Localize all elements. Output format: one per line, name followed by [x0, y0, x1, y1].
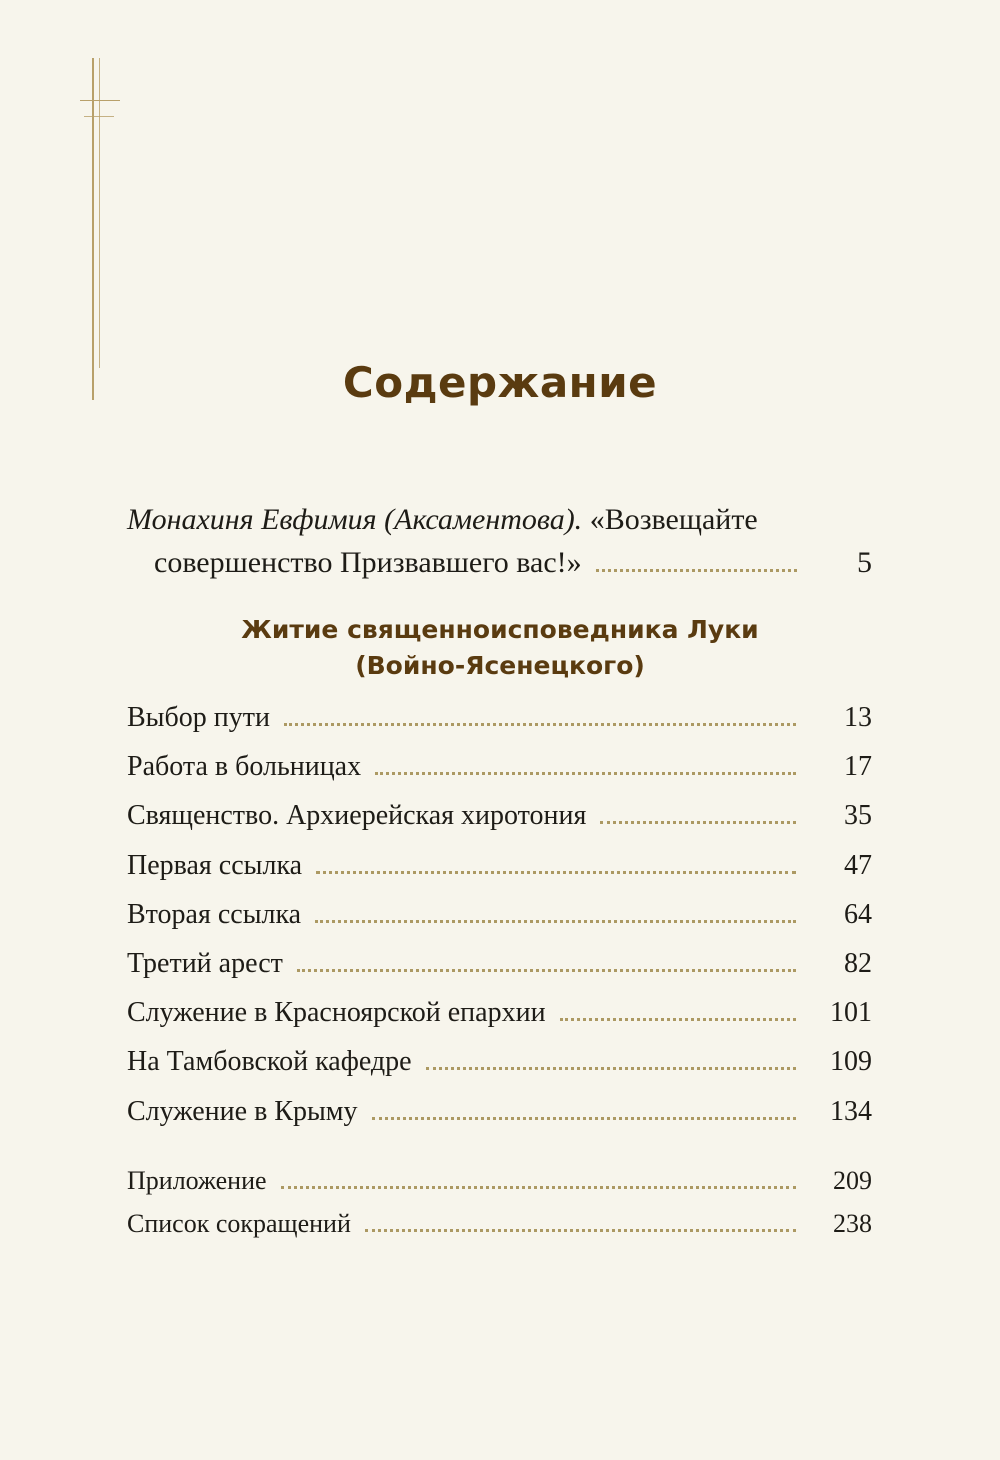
dot-leader [600, 821, 796, 824]
toc-entry[interactable] [127, 890, 872, 939]
page-title: Содержание [342, 358, 658, 407]
toc-entry-page-number: 13 [844, 702, 872, 733]
toc-entry-label: Третий арест [127, 948, 283, 980]
section-heading-line-1: Житие священноисповедника Луки [241, 615, 759, 644]
section-heading [0, 612, 1000, 684]
intro-line-1 [127, 498, 872, 541]
toc-entry-page-number: 209 [833, 1166, 872, 1195]
toc-entry-page-number: 82 [844, 948, 872, 980]
appendix-list [127, 1159, 872, 1245]
section-heading-line-2: (Войно-Ясенецкого) [355, 651, 645, 680]
dot-leader [596, 569, 797, 572]
dot-leader [365, 1229, 796, 1232]
toc-entry-label: Священство. Архиерейская хиротония [127, 800, 587, 832]
toc-entry[interactable] [127, 1202, 872, 1245]
toc-entry-label: На Тамбовской кафедре [127, 1046, 412, 1078]
dot-leader [315, 920, 796, 923]
toc-entry[interactable] [127, 1037, 872, 1086]
intro-author: Монахиня Евфимия (Аксаментова). [127, 503, 583, 536]
intro-page-number: 5 [857, 546, 872, 579]
toc-entry-page-number: 109 [830, 1046, 872, 1078]
toc-entry-label: Работа в больницах [127, 751, 362, 783]
toc-entry-page-number: 35 [844, 800, 872, 832]
toc-entry-page-number: 101 [830, 997, 872, 1029]
toc-entry-page-number: 47 [844, 849, 872, 881]
toc-entry-label: Приложение [127, 1166, 267, 1195]
ornament-line [84, 116, 114, 117]
toc-entry[interactable] [127, 693, 872, 742]
toc-entry[interactable] [127, 988, 872, 1037]
toc-entry-page-number: 238 [833, 1209, 872, 1238]
dot-leader [375, 772, 796, 775]
toc-entry-page-number: 134 [830, 1095, 872, 1127]
intro-title-start: «Возвещайте [589, 503, 758, 536]
toc-intro-entry[interactable] [127, 498, 872, 584]
dot-leader [372, 1117, 796, 1120]
dot-leader [297, 969, 796, 972]
toc-entry[interactable] [127, 841, 872, 890]
toc-entry-label: Список сокращений [127, 1209, 351, 1238]
ornament-line [92, 58, 94, 400]
intro-line-2 [127, 541, 872, 584]
toc-entry-label: Выбор пути [127, 702, 270, 733]
toc-entry-page-number: 64 [844, 898, 872, 930]
toc-entry[interactable] [127, 1087, 872, 1136]
toc-entry[interactable] [127, 939, 872, 988]
toc-entry-label: Служение в Красноярской епархии [127, 997, 546, 1029]
chapter-list [127, 693, 872, 1136]
dot-leader [426, 1067, 796, 1070]
toc-entry[interactable] [127, 742, 872, 791]
ornament-line [80, 100, 120, 101]
toc-entry[interactable] [127, 1159, 872, 1202]
dot-leader [560, 1018, 796, 1021]
dot-leader [316, 871, 796, 874]
dot-leader [284, 723, 796, 726]
dot-leader [281, 1186, 796, 1189]
ornament-line [99, 58, 100, 368]
toc-entry-label: Служение в Крыму [127, 1095, 358, 1127]
toc-entry-label: Вторая ссылка [127, 898, 302, 930]
intro-title-end: совершенство Призвавшего вас!» [154, 546, 582, 579]
toc-entry-page-number: 17 [844, 751, 872, 783]
toc-entry[interactable] [127, 791, 872, 840]
toc-entry-label: Первая ссылка [127, 849, 303, 881]
